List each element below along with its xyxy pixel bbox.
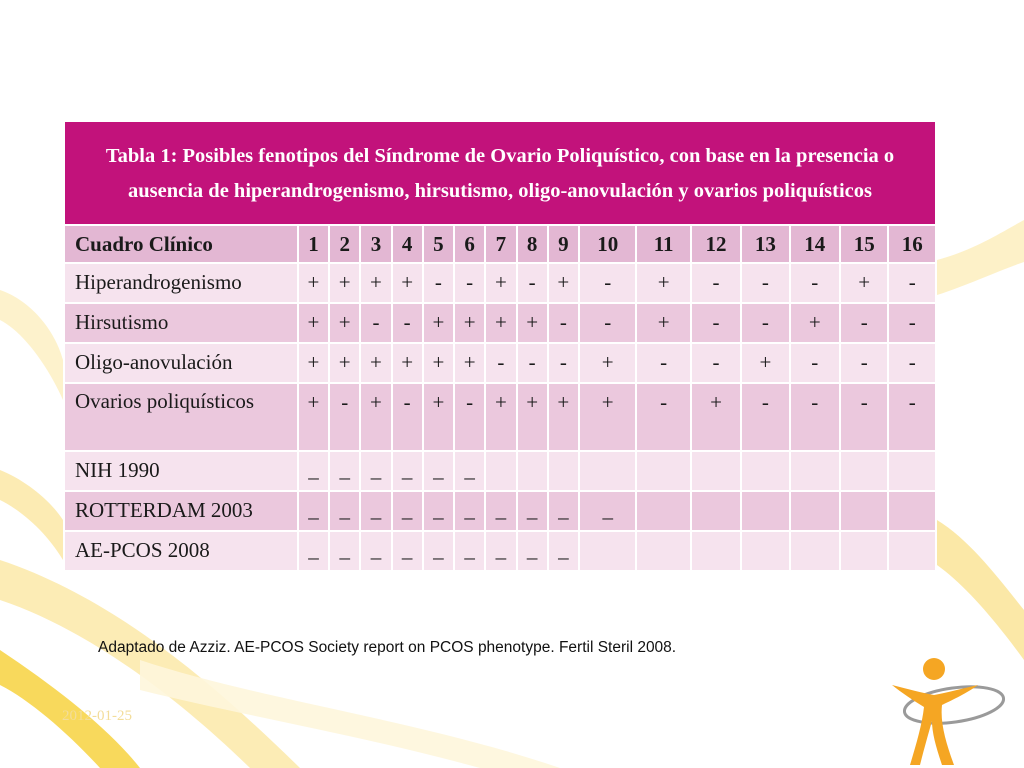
table-cell: _	[454, 491, 485, 531]
table-cell: _	[423, 451, 454, 491]
table-cell	[840, 491, 888, 531]
header-col-1: 1	[298, 225, 329, 263]
table-cell: -	[579, 303, 636, 343]
table-cell: -	[579, 263, 636, 303]
table-cell: +	[485, 303, 516, 343]
header-label: Cuadro Clínico	[64, 225, 298, 263]
table-cell: _	[329, 531, 360, 571]
table-cell: -	[790, 343, 840, 383]
table-cell: +	[360, 263, 391, 303]
table-cell: -	[454, 263, 485, 303]
table-cell: _	[298, 531, 329, 571]
table-cell	[741, 491, 789, 531]
header-col-13: 13	[741, 225, 789, 263]
table-cell: +	[360, 383, 391, 451]
table-cell	[888, 531, 936, 571]
header-col-4: 4	[392, 225, 423, 263]
table-cell: -	[423, 263, 454, 303]
table-row	[64, 383, 936, 451]
header-col-8: 8	[517, 225, 548, 263]
table-cell	[888, 491, 936, 531]
row-label: Hirsutismo	[64, 303, 298, 343]
table-cell: +	[454, 343, 485, 383]
table-cell: -	[741, 303, 789, 343]
table-cell: -	[840, 303, 888, 343]
table-cell: -	[548, 303, 579, 343]
table-cell	[517, 451, 548, 491]
table-cell: +	[298, 263, 329, 303]
row-label: NIH 1990	[64, 451, 298, 491]
table-cell: +	[392, 343, 423, 383]
table-cell: _	[548, 531, 579, 571]
table-cell: _	[517, 531, 548, 571]
table-cell: +	[360, 343, 391, 383]
table-cell: +	[517, 303, 548, 343]
table-cell: +	[741, 343, 789, 383]
table-cell: +	[298, 383, 329, 451]
table-cell: -	[691, 303, 741, 343]
table-cell: _	[329, 451, 360, 491]
table-cell: _	[298, 451, 329, 491]
table-cell	[636, 451, 690, 491]
table-cell: -	[840, 383, 888, 451]
header-col-2: 2	[329, 225, 360, 263]
table-cell: -	[691, 343, 741, 383]
table-cell: _	[423, 491, 454, 531]
date-stamp: 2012-01-25	[62, 708, 132, 724]
table-cell: +	[485, 263, 516, 303]
header-col-12: 12	[691, 225, 741, 263]
table-cell: _	[579, 491, 636, 531]
table-cell: _	[360, 531, 391, 571]
table-cell: -	[888, 263, 936, 303]
table-cell: -	[840, 343, 888, 383]
table-row	[64, 343, 936, 383]
table-cell	[741, 531, 789, 571]
table-cell: -	[517, 263, 548, 303]
table-row	[64, 531, 936, 571]
table-row	[64, 263, 936, 303]
table-cell: +	[579, 343, 636, 383]
phenotype-table-container	[63, 120, 937, 572]
table-cell	[790, 451, 840, 491]
table-cell	[790, 491, 840, 531]
table-cell: +	[423, 343, 454, 383]
table-cell: -	[888, 343, 936, 383]
header-col-9: 9	[548, 225, 579, 263]
table-cell	[741, 451, 789, 491]
table-title: Tabla 1: Posibles fenotipos del Síndrome de Ovario Poliquístico, con base en la presencia o ausencia de hiperandrogenismo, hirsutismo, oligo-anovulación y ovarios poliquísticos	[64, 121, 936, 225]
table-cell: +	[329, 303, 360, 343]
table-cell: _	[360, 491, 391, 531]
table-cell: -	[636, 383, 690, 451]
table-cell: +	[517, 383, 548, 451]
header-col-5: 5	[423, 225, 454, 263]
table-cell	[636, 531, 690, 571]
table-cell: +	[548, 383, 579, 451]
table-cell: -	[636, 343, 690, 383]
table-cell	[579, 451, 636, 491]
table-cell: +	[691, 383, 741, 451]
table-cell	[548, 451, 579, 491]
table-cell: -	[691, 263, 741, 303]
table-row	[64, 303, 936, 343]
table-cell	[691, 491, 741, 531]
table-cell: -	[790, 383, 840, 451]
table-row	[64, 451, 936, 491]
table-cell: +	[548, 263, 579, 303]
header-col-10: 10	[579, 225, 636, 263]
phenotype-table	[63, 120, 937, 572]
table-cell: _	[454, 451, 485, 491]
table-cell: -	[790, 263, 840, 303]
table-cell: _	[423, 531, 454, 571]
table-row	[64, 491, 936, 531]
table-cell: +	[790, 303, 840, 343]
source-caption: Adaptado de Azziz. AE-PCOS Society report on PCOS phenotype. Fertil Steril 2008.	[98, 639, 677, 656]
table-cell: _	[485, 531, 516, 571]
table-cell	[579, 531, 636, 571]
table-cell: -	[888, 383, 936, 451]
table-cell: +	[485, 383, 516, 451]
table-cell	[636, 491, 690, 531]
table-cell	[691, 451, 741, 491]
row-label: Oligo-anovulación	[64, 343, 298, 383]
table-cell	[485, 451, 516, 491]
table-cell: -	[454, 383, 485, 451]
table-cell: _	[392, 531, 423, 571]
header-col-3: 3	[360, 225, 391, 263]
table-cell: +	[840, 263, 888, 303]
table-cell: -	[329, 383, 360, 451]
table-cell: _	[517, 491, 548, 531]
table-cell: -	[360, 303, 391, 343]
table-cell: +	[454, 303, 485, 343]
table-cell: -	[741, 263, 789, 303]
row-label: Hiperandrogenismo	[64, 263, 298, 303]
table-cell	[840, 531, 888, 571]
table-cell: -	[517, 343, 548, 383]
row-label: AE-PCOS 2008	[64, 531, 298, 571]
table-cell: _	[392, 491, 423, 531]
row-label: Ovarios poliquísticos	[64, 383, 298, 451]
header-col-14: 14	[790, 225, 840, 263]
table-cell: +	[636, 263, 690, 303]
table-header-row	[64, 225, 936, 263]
table-cell: -	[888, 303, 936, 343]
table-cell: +	[298, 303, 329, 343]
person-figure-icon	[888, 655, 1008, 767]
table-cell: +	[329, 343, 360, 383]
table-cell: -	[392, 303, 423, 343]
table-cell: -	[392, 383, 423, 451]
table-cell: -	[741, 383, 789, 451]
header-col-7: 7	[485, 225, 516, 263]
table-cell: +	[423, 303, 454, 343]
table-cell: +	[579, 383, 636, 451]
table-cell: -	[485, 343, 516, 383]
header-col-11: 11	[636, 225, 690, 263]
table-cell: _	[360, 451, 391, 491]
table-cell	[790, 531, 840, 571]
header-col-6: 6	[454, 225, 485, 263]
table-cell: _	[329, 491, 360, 531]
table-cell: -	[548, 343, 579, 383]
table-cell	[840, 451, 888, 491]
table-cell: +	[329, 263, 360, 303]
table-cell: +	[298, 343, 329, 383]
table-cell	[888, 451, 936, 491]
table-cell: _	[548, 491, 579, 531]
table-cell: _	[454, 531, 485, 571]
table-cell: +	[392, 263, 423, 303]
header-col-15: 15	[840, 225, 888, 263]
table-cell	[691, 531, 741, 571]
row-label: ROTTERDAM 2003	[64, 491, 298, 531]
header-col-16: 16	[888, 225, 936, 263]
table-cell: _	[392, 451, 423, 491]
table-cell: +	[423, 383, 454, 451]
table-cell: _	[485, 491, 516, 531]
table-cell: +	[636, 303, 690, 343]
table-cell: _	[298, 491, 329, 531]
